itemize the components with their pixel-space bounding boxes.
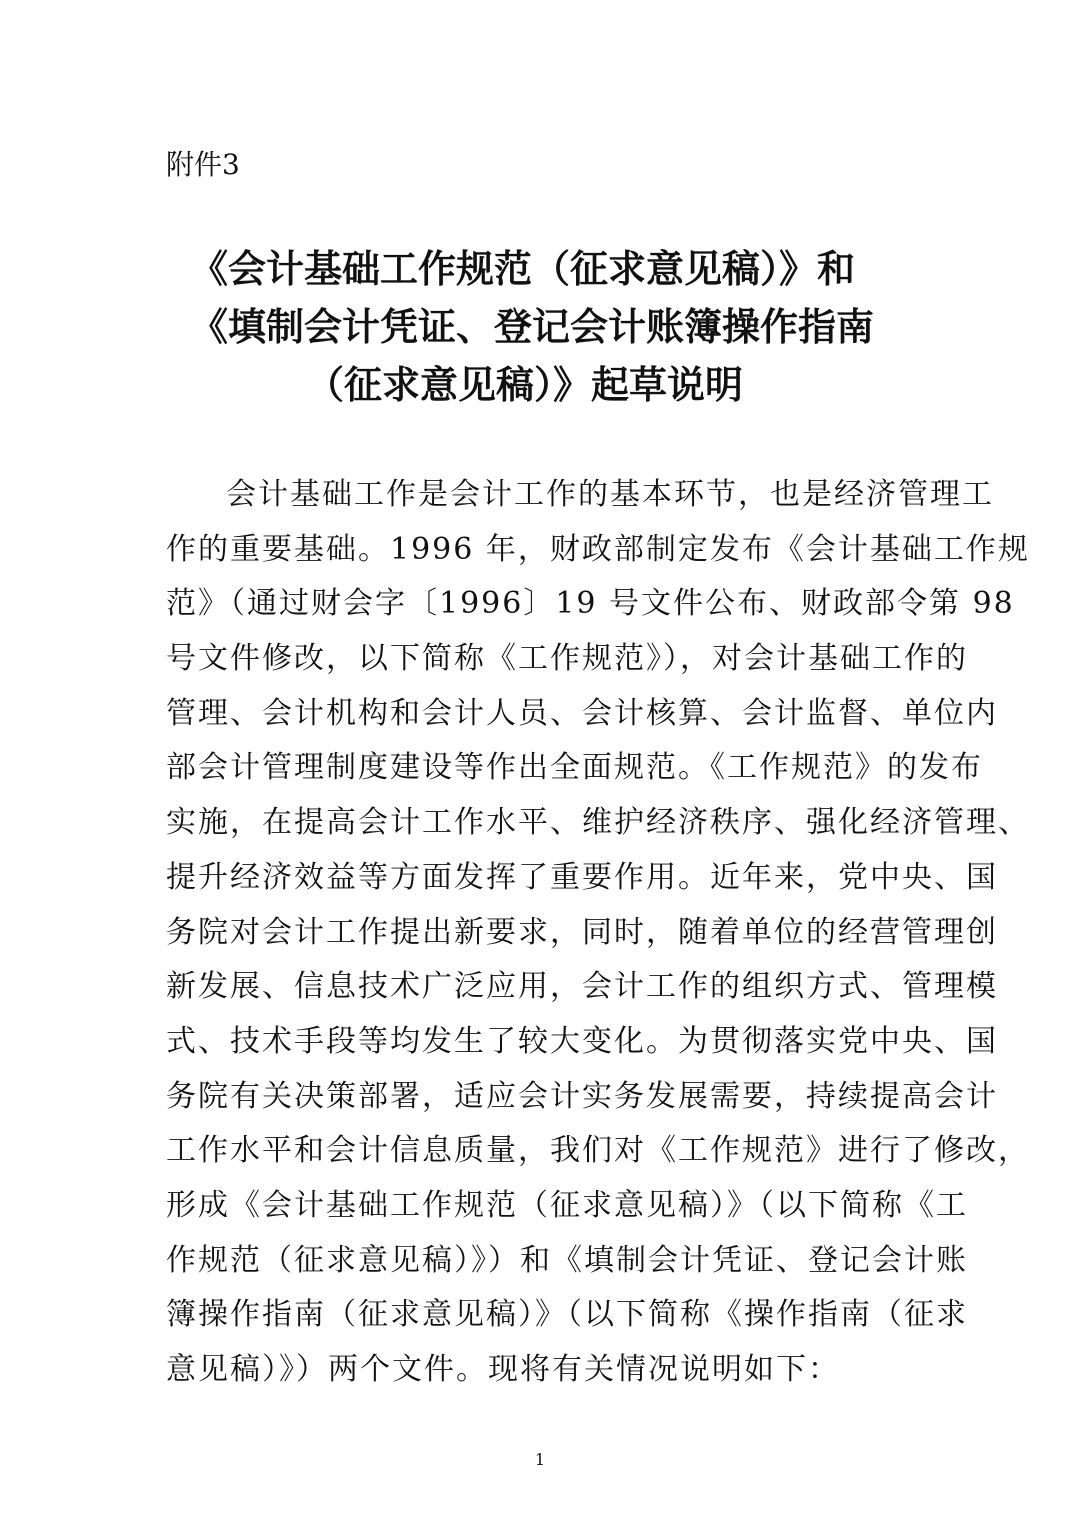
body-line: 作规范（征求意见稿）》）和《填制会计凭证、登记会计账	[166, 1242, 968, 1278]
body-line: 形成《会计基础工作规范（征求意见稿）》（以下简称《工	[166, 1187, 968, 1223]
body-line: 务院有关决策部署，适应会计实务发展需要，持续提高会计	[166, 1078, 998, 1114]
body-line: 意见稿）》）两个文件。现将有关情况说明如下：	[166, 1352, 840, 1387]
document-title	[150, 240, 930, 414]
body-line: 簿操作指南（征求意见稿）》（以下简称《操作指南（征求	[166, 1297, 968, 1333]
body-line: 会计基础工作是会计工作的基本环节，也是经济管理工	[226, 477, 994, 512]
body-line: 号文件修改，以下简称《工作规范》），对会计基础工作的	[166, 641, 968, 677]
title-line-2: 《填制会计凭证、登记会计账簿操作指南	[190, 305, 875, 349]
title-line-3: （征求意见稿）》起草说明	[306, 363, 744, 407]
attachment-label: 附件3	[166, 148, 240, 181]
title-line-1: 《会计基础工作规范（征求意见稿）》和	[190, 247, 856, 291]
body-paragraph	[166, 468, 1030, 1398]
page-number: 1	[534, 1450, 546, 1469]
body-line: 工作水平和会计信息质量，我们对《工作规范》进行了修改，	[166, 1133, 1030, 1169]
body-line: 部会计管理制度建设等作出全面规范。《工作规范》的发布	[166, 750, 983, 786]
body-line: 新发展、信息技术广泛应用，会计工作的组织方式、管理模	[166, 969, 998, 1005]
body-line: 务院对会计工作提出新要求，同时，随着单位的经营管理创	[166, 914, 998, 950]
body-line: 式、技术手段等均发生了较大变化。为贯彻落实党中央、国	[166, 1023, 998, 1059]
body-line: 提升经济效益等方面发挥了重要作用。近年来，党中央、国	[166, 859, 998, 895]
body-line: 范》（通过财会字〔1996〕19 号文件公布、财政部令第 98	[166, 586, 1015, 622]
body-line: 管理、会计机构和会计人员、会计核算、会计监督、单位内	[166, 695, 998, 731]
body-line: 作的重要基础。1996 年，财政部制定发布《会计基础工作规	[166, 531, 1030, 567]
body-line: 实施，在提高会计工作水平、维护经济秩序、强化经济管理、	[166, 805, 1030, 841]
